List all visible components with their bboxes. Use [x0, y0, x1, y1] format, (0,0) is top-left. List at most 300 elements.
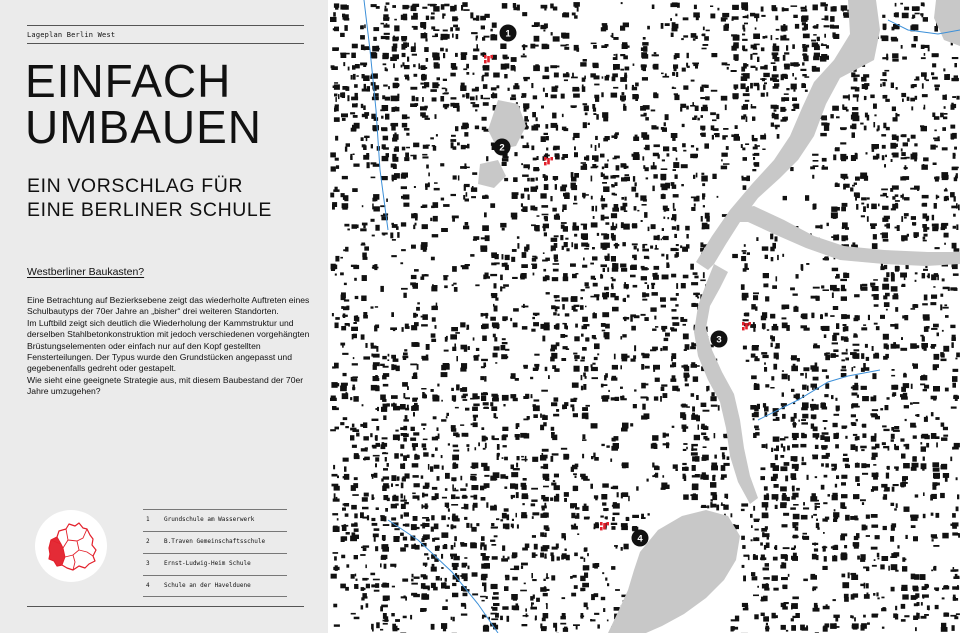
building — [890, 188, 893, 192]
building — [352, 44, 358, 49]
building — [354, 513, 357, 518]
building — [880, 564, 884, 569]
building — [647, 26, 650, 30]
building — [634, 345, 636, 351]
building — [632, 224, 636, 227]
building — [632, 515, 639, 518]
building — [585, 286, 589, 288]
building — [495, 362, 497, 364]
building — [686, 406, 690, 408]
building — [516, 463, 518, 468]
building — [637, 248, 639, 251]
building — [901, 285, 905, 287]
building — [811, 384, 818, 388]
building — [351, 327, 358, 331]
building — [754, 384, 760, 390]
building — [493, 334, 496, 338]
building — [883, 28, 886, 30]
building — [796, 464, 798, 469]
building — [462, 266, 469, 269]
building — [416, 307, 420, 311]
building — [352, 494, 359, 496]
building — [726, 496, 728, 499]
building — [702, 183, 705, 186]
building — [900, 3, 903, 5]
building — [602, 330, 606, 332]
school-legend — [143, 509, 287, 597]
building — [742, 565, 745, 568]
building — [632, 255, 636, 258]
building — [825, 383, 829, 389]
building — [814, 46, 820, 50]
building — [795, 77, 797, 79]
building — [892, 107, 896, 112]
building — [552, 435, 557, 441]
building — [430, 4, 436, 7]
building — [405, 415, 408, 419]
building — [950, 125, 955, 129]
building — [795, 605, 798, 609]
building — [801, 314, 804, 318]
building — [397, 232, 399, 238]
building — [813, 26, 816, 28]
building — [452, 583, 456, 586]
building — [792, 444, 799, 448]
building — [887, 466, 890, 470]
building — [460, 476, 462, 481]
building — [460, 388, 466, 392]
building — [705, 97, 709, 101]
building — [372, 198, 375, 202]
building — [792, 597, 799, 600]
building — [621, 547, 623, 551]
building — [543, 30, 545, 32]
building — [648, 257, 650, 260]
building — [394, 84, 400, 87]
building — [765, 36, 767, 39]
building — [745, 16, 748, 18]
building — [550, 497, 553, 501]
building — [891, 587, 895, 592]
building — [606, 445, 609, 447]
building — [552, 208, 556, 212]
building — [785, 75, 788, 80]
building — [453, 146, 457, 150]
building — [401, 65, 403, 68]
building — [411, 6, 417, 11]
building — [903, 374, 907, 378]
building — [481, 248, 488, 252]
building — [645, 117, 649, 120]
building — [426, 165, 429, 169]
building — [582, 407, 588, 411]
building — [885, 99, 890, 102]
building — [654, 153, 658, 155]
building — [564, 79, 568, 81]
building — [334, 624, 340, 626]
building — [766, 583, 768, 586]
building — [742, 25, 744, 30]
building — [471, 187, 477, 192]
building — [871, 514, 878, 518]
building — [782, 374, 788, 380]
building — [443, 276, 447, 280]
building — [685, 426, 688, 428]
building — [375, 583, 379, 588]
building — [504, 487, 507, 489]
marker-1[interactable] — [500, 25, 517, 42]
building — [414, 269, 419, 272]
building — [504, 586, 509, 591]
building — [854, 617, 856, 621]
building — [403, 419, 409, 421]
building — [544, 184, 549, 190]
top-rule — [27, 25, 304, 26]
building — [432, 234, 439, 237]
building — [892, 204, 898, 209]
building — [922, 273, 926, 278]
building — [361, 296, 366, 302]
building — [764, 545, 766, 550]
building — [700, 474, 706, 479]
building — [641, 132, 647, 138]
building — [564, 335, 568, 337]
building — [637, 210, 639, 212]
building — [935, 87, 939, 90]
building — [622, 92, 625, 95]
building — [425, 118, 430, 120]
building — [571, 172, 574, 178]
building — [601, 264, 608, 267]
building — [683, 334, 689, 340]
building — [692, 484, 699, 490]
building — [750, 13, 755, 17]
building — [555, 306, 558, 311]
building — [385, 97, 390, 101]
building — [371, 343, 374, 346]
building — [402, 123, 407, 128]
building — [861, 203, 864, 205]
building — [603, 186, 609, 192]
building — [923, 389, 927, 391]
building — [675, 14, 677, 17]
building — [411, 275, 417, 279]
building — [410, 615, 412, 620]
building — [760, 600, 765, 602]
building — [853, 542, 855, 546]
building — [448, 443, 450, 445]
building — [691, 452, 698, 455]
building — [922, 303, 928, 305]
building — [412, 463, 419, 467]
building — [731, 70, 737, 72]
building — [363, 145, 367, 150]
building — [512, 595, 517, 599]
building — [335, 323, 339, 329]
building — [651, 110, 656, 112]
school-4-building — [600, 522, 603, 525]
building — [491, 544, 496, 546]
building — [851, 422, 855, 425]
building — [691, 446, 693, 451]
building — [433, 202, 439, 208]
building — [574, 152, 578, 157]
building — [791, 473, 797, 478]
building — [562, 597, 566, 599]
building — [951, 134, 955, 140]
building — [413, 64, 416, 67]
building — [674, 254, 677, 258]
building — [766, 92, 768, 96]
marker-4[interactable] — [632, 530, 649, 547]
building — [922, 94, 928, 97]
building — [592, 164, 596, 167]
building — [532, 264, 537, 269]
building — [816, 519, 818, 521]
building — [471, 32, 478, 34]
building — [891, 286, 898, 291]
building — [942, 533, 948, 539]
building — [914, 596, 917, 599]
building — [453, 175, 457, 179]
building — [801, 515, 808, 520]
building — [402, 327, 404, 332]
building — [633, 404, 637, 408]
building — [340, 257, 343, 259]
building — [426, 58, 429, 62]
building — [470, 476, 475, 480]
building — [340, 93, 345, 98]
building — [827, 223, 829, 226]
building — [703, 205, 705, 207]
building — [641, 364, 644, 370]
building — [461, 5, 463, 11]
building — [710, 396, 716, 401]
building — [413, 516, 418, 521]
building — [454, 542, 456, 547]
building — [920, 335, 923, 337]
building — [652, 127, 659, 130]
building — [731, 34, 737, 36]
building — [805, 373, 807, 379]
building — [446, 416, 448, 418]
building — [943, 629, 946, 632]
building — [433, 306, 436, 310]
building — [437, 546, 440, 549]
building — [490, 35, 497, 41]
building — [523, 44, 525, 50]
building — [456, 497, 460, 499]
building — [762, 149, 765, 151]
building — [574, 146, 576, 150]
building — [634, 389, 636, 391]
building — [424, 553, 428, 555]
building — [394, 19, 397, 21]
building — [837, 234, 839, 239]
building — [686, 244, 690, 248]
building — [485, 235, 490, 241]
building — [792, 73, 794, 76]
building — [423, 145, 429, 149]
building — [702, 128, 705, 131]
building — [512, 277, 518, 279]
building — [653, 92, 657, 97]
building — [747, 252, 750, 255]
building — [352, 445, 357, 448]
building — [933, 545, 939, 547]
building — [364, 246, 369, 250]
building — [782, 317, 787, 319]
building — [410, 364, 417, 366]
building — [451, 504, 458, 506]
building — [407, 386, 409, 390]
building — [376, 46, 379, 52]
building — [691, 145, 694, 147]
building — [653, 174, 657, 178]
building — [773, 324, 777, 327]
school-2-building — [550, 157, 553, 160]
school-3-building — [745, 326, 748, 329]
building — [893, 344, 900, 348]
building — [490, 540, 495, 542]
building — [570, 576, 573, 579]
building — [570, 399, 576, 403]
building — [826, 123, 830, 126]
building — [443, 105, 449, 108]
building — [956, 507, 959, 512]
building — [683, 474, 686, 479]
building — [485, 437, 487, 441]
building — [842, 352, 848, 354]
building — [934, 356, 938, 358]
building — [452, 284, 454, 286]
building — [562, 613, 566, 616]
building — [871, 457, 875, 460]
building — [823, 626, 828, 631]
building — [336, 165, 339, 169]
building — [811, 414, 817, 418]
building — [936, 146, 938, 148]
building — [943, 427, 948, 430]
building — [448, 508, 450, 511]
building — [692, 465, 696, 471]
building — [552, 547, 558, 550]
building — [557, 314, 559, 316]
building — [400, 500, 407, 502]
school-3-building — [745, 323, 748, 326]
building — [717, 8, 719, 11]
building — [891, 276, 895, 282]
building — [831, 353, 836, 358]
building — [765, 526, 768, 530]
building — [868, 315, 870, 320]
building — [593, 453, 595, 458]
building — [491, 527, 498, 529]
building — [721, 153, 727, 157]
building — [493, 324, 500, 329]
building — [620, 387, 623, 389]
building — [826, 518, 828, 522]
building — [335, 274, 337, 276]
building — [420, 106, 427, 110]
building — [346, 564, 349, 567]
building — [423, 575, 428, 579]
building — [711, 90, 718, 92]
building — [451, 135, 456, 137]
building — [741, 536, 745, 540]
building — [823, 289, 830, 291]
building — [384, 564, 387, 569]
building — [813, 514, 817, 516]
building — [403, 14, 407, 17]
building — [353, 265, 359, 269]
building — [773, 46, 780, 52]
building — [803, 34, 810, 39]
building — [562, 304, 565, 310]
building — [801, 325, 808, 328]
building — [853, 593, 859, 597]
building — [451, 194, 457, 196]
marker-3[interactable] — [711, 331, 728, 348]
building — [861, 353, 864, 359]
building — [494, 505, 497, 510]
building — [483, 65, 490, 71]
building — [391, 613, 395, 616]
building — [824, 34, 826, 38]
building — [481, 366, 485, 368]
building — [331, 574, 337, 579]
building — [661, 488, 666, 490]
building — [807, 386, 809, 392]
building — [370, 433, 372, 437]
building — [491, 585, 498, 589]
legend-label: Ernst-Ludwig-Heim Schule — [164, 560, 251, 567]
building — [428, 173, 430, 177]
marker-2[interactable] — [494, 139, 511, 156]
building — [437, 476, 440, 481]
building — [335, 317, 340, 320]
building — [916, 463, 919, 468]
building — [944, 196, 947, 201]
building — [661, 387, 665, 391]
building — [954, 248, 960, 251]
building — [441, 198, 444, 201]
building — [452, 593, 458, 598]
building — [434, 465, 440, 469]
building — [501, 345, 506, 350]
building — [864, 594, 870, 599]
building — [814, 345, 816, 347]
building — [601, 215, 605, 221]
building — [801, 407, 808, 410]
building — [905, 165, 907, 170]
building — [823, 546, 826, 552]
building — [878, 204, 880, 207]
building — [502, 162, 507, 166]
building — [774, 125, 780, 128]
building — [621, 268, 627, 272]
building — [462, 496, 468, 499]
building — [561, 94, 565, 99]
building — [601, 597, 605, 600]
building — [692, 406, 695, 411]
building — [481, 95, 483, 99]
building — [777, 134, 780, 139]
building — [371, 4, 377, 7]
building — [586, 603, 588, 606]
building — [423, 486, 429, 489]
building — [734, 5, 739, 10]
